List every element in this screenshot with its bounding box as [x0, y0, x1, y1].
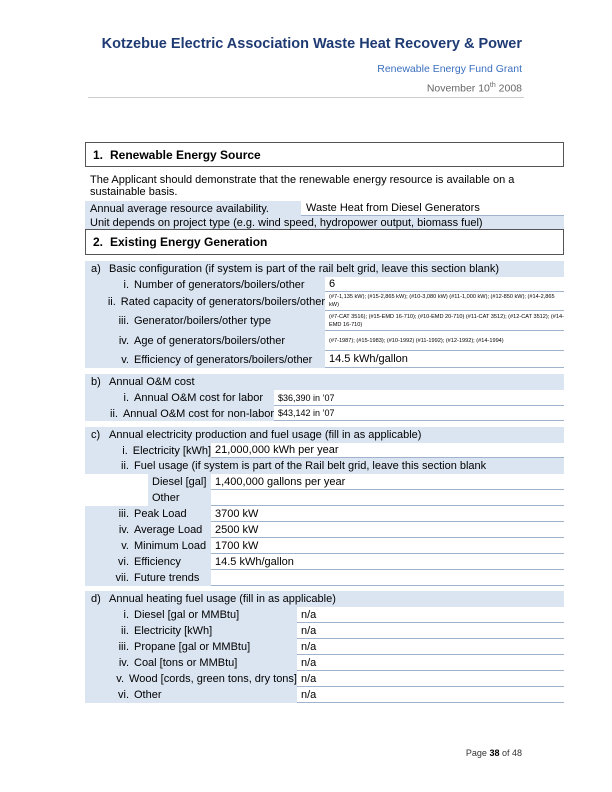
unit-note: Unit depends on project type (e.g. wind speed, hydropower output, biomass fuel) [90, 216, 483, 229]
rated-capacity-value[interactable]: (#7-1,135 kW); (#15-2,865 kW); (#10-3,080 kW) (#11-1,000 kW); (#12-850 kW); (#14-2,865 kW) [325, 292, 564, 311]
table-row: iii. Generator/boilers/other type (#7-CAT 3516); (#15-EMD 16-710); (#10-EMD 20-710) (#11-CAT 3512); (#12-CAT 3512); (#14-EMD 16-710) [85, 311, 564, 331]
document-title: Kotzebue Electric Association Waste Heat Recovery & Power [101, 36, 522, 52]
table-row: iii. Propane [gal or MMBtu] n/a [85, 639, 564, 655]
page-number: Page 38 of 48 [465, 748, 522, 758]
table-row: v. Wood [cords, green tons, dry tons] n/a [85, 671, 564, 687]
section-1-heading: 1. Renewable Energy Source [85, 142, 564, 167]
section-1-intro: The Applicant should demonstrate that the renewable energy resource is available on a sustainable basis. [90, 174, 515, 198]
heating-coal-value[interactable]: n/a [297, 655, 564, 671]
resource-availability-value[interactable]: Waste Heat from Diesel Generators [301, 201, 564, 216]
subsection-a-heading: a) Basic configuration (if system is part of the rail belt grid, leave this section blank) [85, 261, 564, 277]
heating-other-value[interactable]: n/a [297, 687, 564, 703]
table-row: iv. Coal [tons or MMBtu] n/a [85, 655, 564, 671]
om-labor-value[interactable]: $36,390 in ’07 [274, 390, 564, 406]
subsection-d-heading: d) Annual heating fuel usage (fill in as applicable) [85, 591, 564, 607]
header-divider [88, 97, 524, 98]
table-row [85, 474, 564, 490]
table-row: iv. Age of generators/boilers/other (#7-1987); (#15-1983); (#10-1992) (#11-1992); (#12-1992); (#14-1994) [85, 331, 564, 351]
document-subtitle: Renewable Energy Fund Grant [377, 63, 522, 75]
om-nonlabor-value[interactable]: $43,142 in ’07 [274, 406, 564, 421]
document-date: November 10th 2008 [426, 82, 522, 95]
electricity-value[interactable]: 21,000,000 kWh per year [211, 443, 564, 458]
subsection-c-heading: c) Annual electricity production and fuel usage (fill in as applicable) [85, 427, 564, 443]
generator-efficiency-value[interactable]: 14.5 kWh/gallon [325, 351, 564, 368]
average-load-value[interactable]: 2500 kW [211, 522, 564, 538]
resource-availability-row [85, 201, 564, 216]
fuel-usage-row: ii. Fuel usage (if system is part of the Rail belt grid, leave this section blank [85, 458, 564, 474]
table-row: iii. Peak Load 3700 kW [85, 506, 564, 522]
table-row: v. Efficiency of generators/boilers/other 14.5 kWh/gallon [85, 351, 564, 368]
generator-count-value[interactable]: 6 [325, 277, 564, 292]
table-row: v. Minimum Load 1700 kW [85, 538, 564, 554]
heating-wood-value[interactable]: n/a [297, 671, 564, 687]
generator-age-value[interactable]: (#7-1987); (#15-1983); (#10-1992) (#11-1992); (#12-1992); (#14-1994) [325, 331, 564, 351]
table-row: vi. Other n/a [85, 687, 564, 703]
efficiency-value[interactable]: 14.5 kWh/gallon [211, 554, 564, 570]
table-row: vi. Efficiency 14.5 kWh/gallon [85, 554, 564, 570]
table-row: i. Annual O&M cost for labor $36,390 in ’07 [85, 390, 564, 406]
table-row: vii. Future trends [85, 570, 564, 586]
heating-electricity-value[interactable]: n/a [297, 623, 564, 639]
table-row: ii. Rated capacity of generators/boilers/other (#7-1,135 kW); (#15-2,865 kW); (#10-3,080 kW) (#11-1,000 kW); (#12-850 kW); (#14-2,865 kW) [85, 292, 564, 311]
heating-diesel-value[interactable]: n/a [297, 607, 564, 623]
section-2-heading: 2. Existing Energy Generation [85, 229, 564, 255]
peak-load-value[interactable]: 3700 kW [211, 506, 564, 522]
table-row: i. Electricity [kWh] 21,000,000 kWh per year [85, 443, 564, 458]
other-fuel-label: Other [148, 490, 211, 506]
future-trends-value[interactable] [211, 570, 564, 586]
subsection-b-heading: b) Annual O&M cost [85, 374, 564, 390]
table-row: i. Number of generators/boilers/other 6 [85, 277, 564, 292]
table-row: ii. Electricity [kWh] n/a [85, 623, 564, 639]
other-fuel-value[interactable] [211, 490, 564, 506]
unit-note-row [85, 216, 564, 229]
generator-type-value[interactable]: (#7-CAT 3516); (#15-EMD 16-710); (#10-EMD 20-710) (#11-CAT 3512); (#12-CAT 3512); (#14-EMD 16-710) [325, 311, 564, 331]
diesel-label: Diesel [gal] [148, 474, 211, 490]
resource-availability-label: Annual average resource availability. [90, 202, 269, 215]
heating-propane-value[interactable]: n/a [297, 639, 564, 655]
table-row: i. Diesel [gal or MMBtu] n/a [85, 607, 564, 623]
minimum-load-value[interactable]: 1700 kW [211, 538, 564, 554]
diesel-value[interactable]: 1,400,000 gallons per year [211, 474, 564, 490]
table-row: iv. Average Load 2500 kW [85, 522, 564, 538]
table-row [85, 490, 564, 506]
table-row: ii. Annual O&M cost for non-labor $43,142 in ’07 [85, 406, 564, 421]
